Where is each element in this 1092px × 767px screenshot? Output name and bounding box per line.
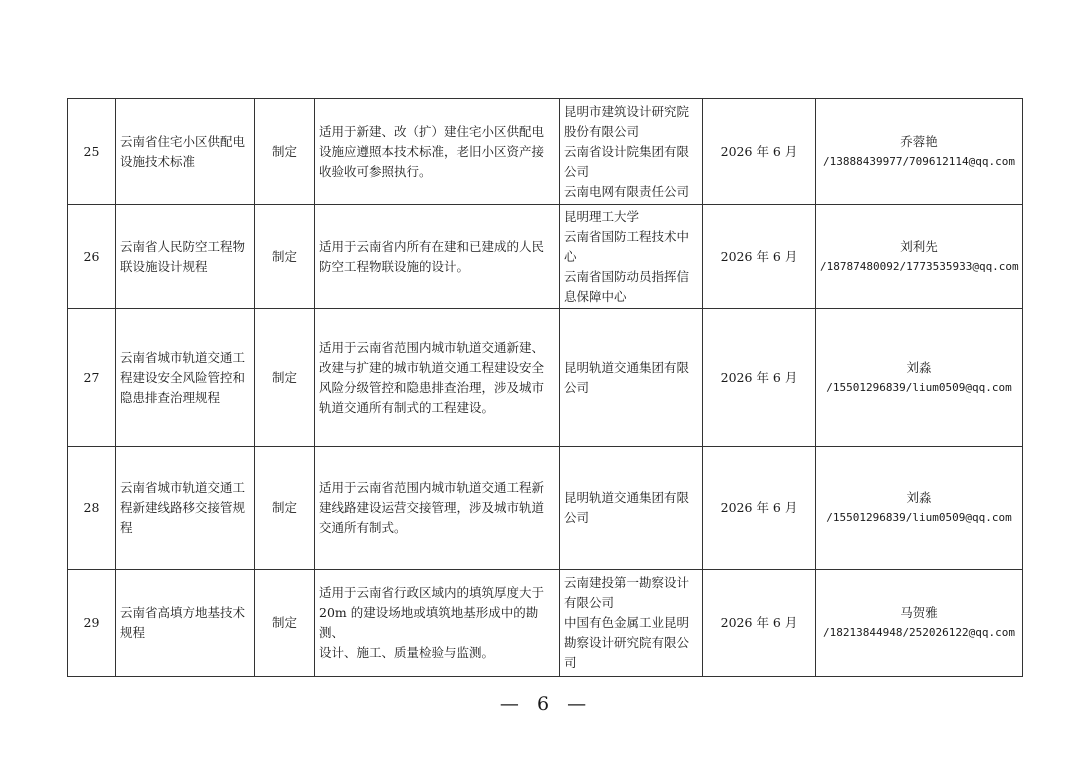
standard-name-line: 云南省城市轨道交通工 bbox=[120, 480, 246, 495]
standard-scope-line: 设计、施工、质量检验与监测。 bbox=[319, 645, 495, 660]
table-row bbox=[68, 205, 1023, 309]
lead-units bbox=[560, 570, 703, 677]
standard-scope-line: 交通所有制式。 bbox=[319, 520, 407, 535]
lead-units bbox=[560, 309, 703, 447]
standard-name-line: 云南省住宅小区供配电 bbox=[120, 133, 246, 149]
standard-name-line: 程新建线路移交接管规 bbox=[120, 500, 246, 515]
contact-person: 刘淼 bbox=[906, 359, 932, 375]
contact-cell bbox=[816, 205, 1023, 309]
table-row bbox=[68, 447, 1023, 570]
lead-units-line: 云南电网有限责任公司 bbox=[564, 183, 690, 199]
standard-scope-line: 适用于云南省内所有在建和已建成的人民 bbox=[319, 238, 545, 254]
contact-cell bbox=[816, 570, 1023, 677]
contact-phone-email: /18787480092/1773535933@qq.com bbox=[820, 259, 1019, 273]
lead-units-line: 勘察设计研究院有限公司 bbox=[564, 635, 690, 670]
table-row bbox=[68, 309, 1023, 447]
standard-scope-line: 改建与扩建的城市轨道交通工程建设安全 bbox=[319, 359, 545, 375]
lead-units-line: 昆明市建筑设计研究院 bbox=[564, 103, 690, 119]
standard-scope bbox=[315, 447, 560, 570]
standard-type: 制定 bbox=[255, 570, 315, 677]
standard-scope-line: 收验收可参照执行。 bbox=[319, 163, 432, 179]
lead-units-line: 云南省国防动员指挥信 bbox=[564, 268, 690, 284]
lead-units-line: 云南建投第一勘察设计 bbox=[564, 575, 690, 590]
standard-type: 制定 bbox=[255, 205, 315, 309]
standard-name bbox=[116, 205, 255, 309]
standard-scope bbox=[315, 205, 560, 309]
contact-cell bbox=[816, 309, 1023, 447]
row-number: 28 bbox=[68, 447, 116, 570]
row-number: 27 bbox=[68, 309, 116, 447]
standard-type: 制定 bbox=[255, 99, 315, 205]
standard-scope-line: 20m 的建设场地或填筑地基形成中的勘测、 bbox=[319, 605, 539, 640]
table-row bbox=[68, 99, 1023, 205]
lead-units-line: 公司 bbox=[564, 379, 590, 395]
row-number: 26 bbox=[68, 205, 116, 309]
table-body bbox=[68, 99, 1023, 677]
standard-scope-line: 适用于云南省范围内城市轨道交通工程新 bbox=[319, 480, 545, 495]
table-row bbox=[68, 570, 1023, 677]
standard-scope-line: 适用于云南省范围内城市轨道交通新建、 bbox=[319, 339, 545, 355]
lead-units bbox=[560, 447, 703, 570]
lead-units bbox=[560, 205, 703, 309]
standard-name-line: 规程 bbox=[120, 625, 146, 640]
lead-units-line: 有限公司 bbox=[564, 595, 615, 610]
contact-person: 乔蓉艳 bbox=[900, 133, 938, 149]
lead-units-line: 昆明轨道交通集团有限 bbox=[564, 490, 690, 505]
lead-units-line: 公司 bbox=[564, 163, 590, 179]
standard-scope-line: 建线路建设运营交接管理，涉及城市轨道 bbox=[319, 500, 545, 515]
standard-scope bbox=[315, 570, 560, 677]
contact-person: 马贺雅 bbox=[900, 605, 938, 620]
standard-scope-line: 设施应遵照本技术标准，老旧小区资产接 bbox=[319, 143, 545, 159]
standard-name-line: 云南省城市轨道交通工 bbox=[120, 349, 246, 365]
lead-units bbox=[560, 99, 703, 205]
standard-name bbox=[116, 570, 255, 677]
contact-phone-email: /13888439977/709612114@qq.com bbox=[822, 154, 1016, 168]
standard-name-line: 设施技术标准 bbox=[120, 153, 196, 169]
contact-cell bbox=[816, 99, 1023, 205]
contact-cell bbox=[816, 447, 1023, 570]
standard-name bbox=[116, 99, 255, 205]
standard-name-line: 程建设安全风险管控和 bbox=[120, 369, 246, 385]
lead-units-line: 中国有色金属工业昆明 bbox=[564, 615, 690, 630]
completion-date: 2026 年 6 月 bbox=[703, 205, 816, 309]
standard-scope bbox=[315, 99, 560, 205]
contact-phone-email: /15501296839/lium0509@qq.com bbox=[826, 380, 1012, 394]
standard-type: 制定 bbox=[255, 309, 315, 447]
standard-scope bbox=[315, 309, 560, 447]
lead-units-line: 云南省设计院集团有限 bbox=[564, 143, 690, 159]
standard-name bbox=[116, 309, 255, 447]
completion-date: 2026 年 6 月 bbox=[703, 309, 816, 447]
standard-name bbox=[116, 447, 255, 570]
standard-scope-line: 适用于云南省行政区域内的填筑厚度大于 bbox=[319, 585, 545, 600]
standard-name-line: 云南省高填方地基技术 bbox=[120, 605, 246, 620]
row-number: 29 bbox=[68, 570, 116, 677]
standards-table bbox=[67, 98, 1023, 677]
completion-date: 2026 年 6 月 bbox=[703, 570, 816, 677]
standard-scope-line: 适用于新建、改（扩）建住宅小区供配电 bbox=[319, 123, 545, 139]
lead-units-line: 公司 bbox=[564, 510, 590, 525]
lead-units-line: 股份有限公司 bbox=[564, 123, 640, 139]
page-number: — 6 — bbox=[499, 693, 593, 715]
standard-name-line: 联设施设计规程 bbox=[120, 258, 208, 274]
lead-units-line: 心 bbox=[564, 248, 577, 264]
lead-units-line: 昆明理工大学 bbox=[564, 208, 640, 224]
row-number: 25 bbox=[68, 99, 116, 205]
standard-scope-line: 防空工程物联设施的设计。 bbox=[319, 258, 470, 274]
standard-type: 制定 bbox=[255, 447, 315, 570]
completion-date: 2026 年 6 月 bbox=[703, 447, 816, 570]
standard-name-line: 隐患排查治理规程 bbox=[120, 389, 221, 405]
contact-phone-email: /18213844948/252026122@qq.com bbox=[822, 626, 1016, 639]
completion-date: 2026 年 6 月 bbox=[703, 99, 816, 205]
lead-units-line: 云南省国防工程技术中 bbox=[564, 228, 690, 244]
contact-phone-email: /15501296839/lium0509@qq.com bbox=[826, 511, 1012, 524]
standard-scope-line: 风险分级管控和隐患排查治理，涉及城市 bbox=[319, 379, 545, 395]
standard-name-line: 程 bbox=[120, 520, 133, 535]
contact-person: 刘利先 bbox=[900, 238, 938, 254]
contact-person: 刘淼 bbox=[906, 490, 932, 505]
lead-units-line: 息保障中心 bbox=[564, 288, 627, 304]
standard-name-line: 云南省人民防空工程物 bbox=[120, 238, 246, 254]
standard-scope-line: 轨道交通所有制式的工程建设。 bbox=[319, 399, 495, 415]
lead-units-line: 昆明轨道交通集团有限 bbox=[564, 359, 690, 375]
